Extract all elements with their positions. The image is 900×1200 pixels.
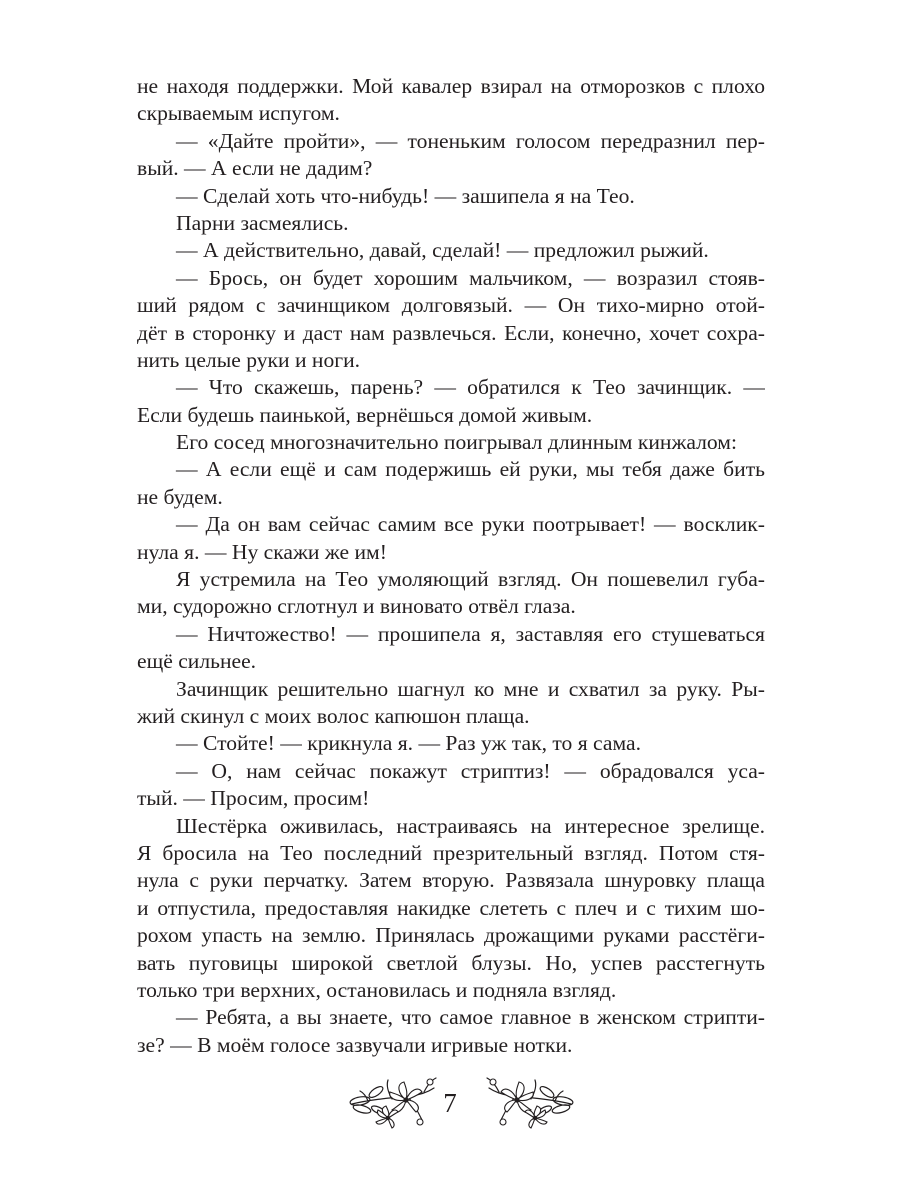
text-line: зе? — В моём голосе зазвучали игривые нотки. <box>137 1032 573 1057</box>
text-line: Зачинщик решительно шагнул ко мне и схватил за руку. Ры- <box>176 676 765 701</box>
text-line: Если будешь паинькой, вернёшься домой живым. <box>137 402 593 427</box>
text-line: Шестёрка оживилась, настраиваясь на интересное зрелище. <box>176 813 765 838</box>
flower-branch-icon <box>348 1070 438 1140</box>
text-line: — Сделай хоть что-нибудь! — зашипела я на Тео. <box>176 183 635 208</box>
text-line: — Брось, он будет хорошим мальчиком, — возразил стояв- <box>176 265 765 290</box>
text-line: вать пуговицы широкой светлой блузы. Но, успев расстегнуть <box>137 950 765 975</box>
page-footer <box>0 1070 900 1146</box>
text-line: только три верхних, остановилась и подняла взгляд. <box>137 977 617 1002</box>
text-line: — «Дайте пройти», — тоненьким голосом передразнил пер- <box>176 128 765 153</box>
text-line: скрываемым испугом. <box>137 101 340 126</box>
page-number: 7 <box>443 1088 457 1118</box>
flower-branch-icon <box>485 1070 575 1140</box>
text-line: нула я. — Ну скажи же им! <box>137 539 387 564</box>
text-line: не находя поддержки. Мой кавалер взирал на отморозков с плохо <box>137 74 765 98</box>
text-line: рохом упасть на землю. Принялась дрожащими руками расстёги- <box>137 923 765 948</box>
text-line: тый. — Просим, просим! <box>137 786 370 811</box>
text-line: ми, судорожно сглотнул и виновато отвёл глаза. <box>137 594 576 619</box>
text-line: нить целые руки и ноги. <box>137 347 361 372</box>
text-line: — Да он вам сейчас самим все руки поотрывает! — восклик- <box>176 512 765 537</box>
text-line: ещё сильнее. <box>137 649 257 674</box>
text-line: Я бросила на Тео последний презрительный взгляд. Потом стя- <box>137 840 765 865</box>
text-line: дёт в сторонку и даст нам развлечься. Если, конечно, хочет сохра- <box>137 320 765 345</box>
text-line: — Что скажешь, парень? — обратился к Тео зачинщик. — <box>176 375 765 400</box>
body-text <box>137 73 765 1059</box>
text-line: нула с руки перчатку. Затем вторую. Развязала шнуровку плаща <box>137 868 765 893</box>
text-line: не будем. <box>137 484 223 509</box>
text-line: — А если ещё и сам подержишь ей руки, мы тебя даже бить <box>176 457 765 482</box>
text-line: — Стойте! — крикнула я. — Раз уж так, то я сама. <box>176 731 641 756</box>
text-line: Парни засмеялись. <box>176 210 349 235</box>
text-line: жий скинул с моих волос капюшон плаща. <box>137 703 530 728</box>
text-line: и отпустила, предоставляя накидке слететь с плеч и с тихим шо- <box>137 895 765 920</box>
text-line: — Ребята, а вы знаете, что самое главное в женском стрипти- <box>176 1005 765 1030</box>
text-line: — О, нам сейчас покажут стриптиз! — обрадовался уса- <box>176 758 765 783</box>
text-line: вый. — А если не дадим? <box>137 156 373 181</box>
text-line: Я устремила на Тео умоляющий взгляд. Он пошевелил губа- <box>176 567 765 592</box>
text-line: Его сосед многозначительно поигрывал длинным кинжалом: <box>176 430 737 455</box>
text-line: — А действительно, давай, сделай! — предложил рыжий. <box>176 238 709 263</box>
text-line: ший рядом с зачинщиком долговязый. — Он тихо-мирно отой- <box>137 293 765 318</box>
text-line: — Ничтожество! — прошипела я, заставляя его стушеваться <box>176 621 765 646</box>
